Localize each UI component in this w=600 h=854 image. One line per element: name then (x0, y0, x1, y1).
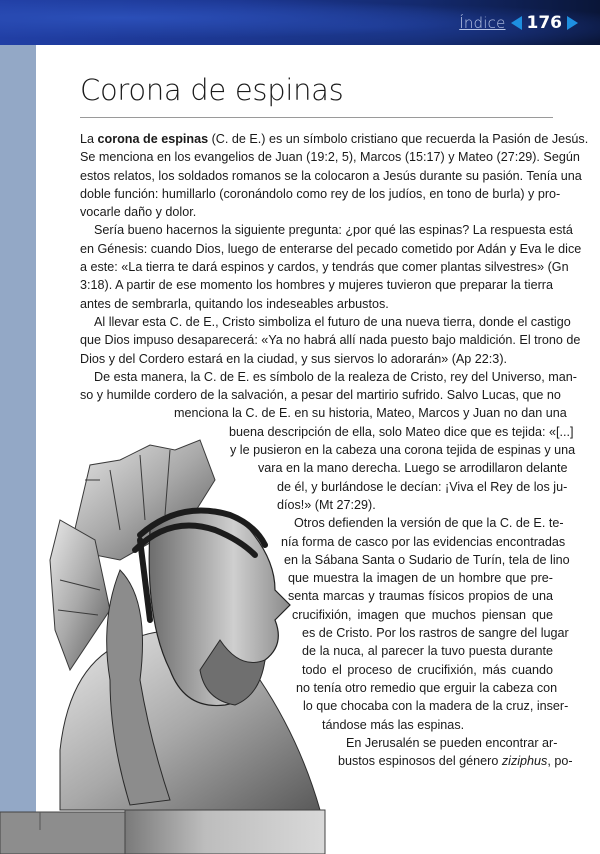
text-line: nía forma de casco por las evidencias encontradas (281, 534, 566, 549)
text-line: En Jerusalén se pueden encontrar ar- (346, 735, 558, 750)
text-run: (C. de E.) es un símbolo cristiano que recuerda la Pasión de Jesús. (208, 132, 589, 146)
text-line: doble función: humillarlo (coronándolo como rey de los judíos, en tono de burla) y pro- (80, 186, 561, 201)
text-line: Al llevar esta C. de E., Cristo simboliza el futuro de una nueva tierra, donde el castigo (94, 314, 571, 329)
bold-term: corona de espinas (97, 132, 209, 146)
text-line (338, 752, 573, 770)
triangle-right-icon[interactable] (567, 16, 578, 30)
text-line: estos relatos, los soldados romanos se la colocaron a Jesús durante su pasión. Tenía una (80, 168, 582, 183)
text-line: a este: «La tierra te dará espinos y cardos, y tendrás que comer plantas silvestres» (Gn (80, 260, 569, 275)
paragraph-2 (80, 221, 582, 312)
text-line (80, 130, 589, 148)
text-line: que Dios impuso desaparecerá: «Ya no habrá allí nada puesto bajo maldición. El trono de (80, 333, 581, 348)
text-run: bustos espinosos del género (338, 754, 502, 769)
text-run: , po- (547, 754, 573, 769)
page-header (0, 0, 600, 45)
text-line: Sería bueno hacernos la siguiente pregunta: ¿por qué las espinas? La respuesta está (94, 223, 573, 238)
paragraph-5 (80, 514, 570, 734)
page-title: Corona de espinas (80, 73, 344, 107)
text-line: todo el proceso de crucifixión, más cuando (302, 662, 553, 677)
text-line: es de Cristo. Por los rastros de sangre del lugar (302, 626, 569, 641)
text-line: no tenía otro remedio que erguir la cabeza con (296, 680, 558, 695)
text-line: de él, y burlándose le decían: ¡Viva el Rey de los ju- (277, 479, 568, 494)
text-line: menciona la C. de E. en su historia, Mateo, Marcos y Juan no dan una (174, 406, 567, 421)
text-line: de la nuca, al parecer la tuvo puesta durante (302, 644, 553, 659)
paragraph-6 (80, 734, 573, 771)
text-line: so y humilde cordero de la salvación, a pesar del martirio sufrido. Salvo Lucas, que no (80, 388, 561, 403)
paragraph-1 (80, 130, 589, 221)
text-line: antes de sembrarla, quitando los indeseables arbustos. (80, 296, 389, 311)
text-line: senta marcas y traumas físicos propios de una (288, 589, 553, 604)
triangle-left-icon[interactable] (511, 16, 522, 30)
text-line: y le pusieron en la cabeza una corona tejida de espinas y una (230, 443, 576, 458)
text-line: vocarle daño y dolor. (80, 205, 197, 220)
italic-term: ziziphus (501, 754, 548, 769)
text-line: buena descripción de ella, solo Mateo dice que es tejida: «[...] (229, 424, 574, 439)
text-line: Otros defienden la versión de que la C. de E. te- (294, 516, 564, 531)
title-divider (80, 117, 553, 118)
text-line: que muestra la imagen de un hombre que pre- (288, 571, 553, 586)
text-line: lo que chocaba con la madera de la cruz, inser- (303, 699, 569, 714)
paragraph-4 (80, 368, 577, 514)
text-line: Dios y del Cordero estará en la ciudad, y sus siervos lo adorarán» (Ap 22:3). (80, 351, 508, 366)
text-line: en la Sábana Santa o Sudario de Turín, tela de lino (284, 552, 570, 567)
text-line: 3:18). A partir de ese momento los hombres y mujeres tuvieron que preparar la tierra (80, 278, 553, 293)
text-line: en Génesis: cuando Dios, luego de enterarse del pecado cometido por Adán y Eva le dice (80, 241, 582, 256)
page-number: 176 (526, 13, 562, 33)
text-line: De esta manera, la C. de E. es símbolo de la realeza de Cristo, rey del Universo, man- (94, 369, 577, 384)
paragraph-3 (80, 313, 581, 368)
text-run: La (80, 132, 98, 146)
text-line: vara en la mano derecha. Luego se arrodillaron delante (258, 461, 568, 476)
article-body (80, 130, 589, 770)
index-link[interactable]: Índice (459, 14, 506, 32)
text-line: crucifixión, imagen que muchos piensan que (292, 607, 553, 622)
text-line: díos!» (Mt 27:29). (277, 497, 376, 512)
page-navigation (459, 13, 578, 33)
text-line: Se menciona en los evangelios de Juan (19:2, 5), Marcos (15:17) y Mateo (27:29). Según (80, 150, 580, 165)
text-line: tándose más las espinas. (322, 717, 465, 732)
